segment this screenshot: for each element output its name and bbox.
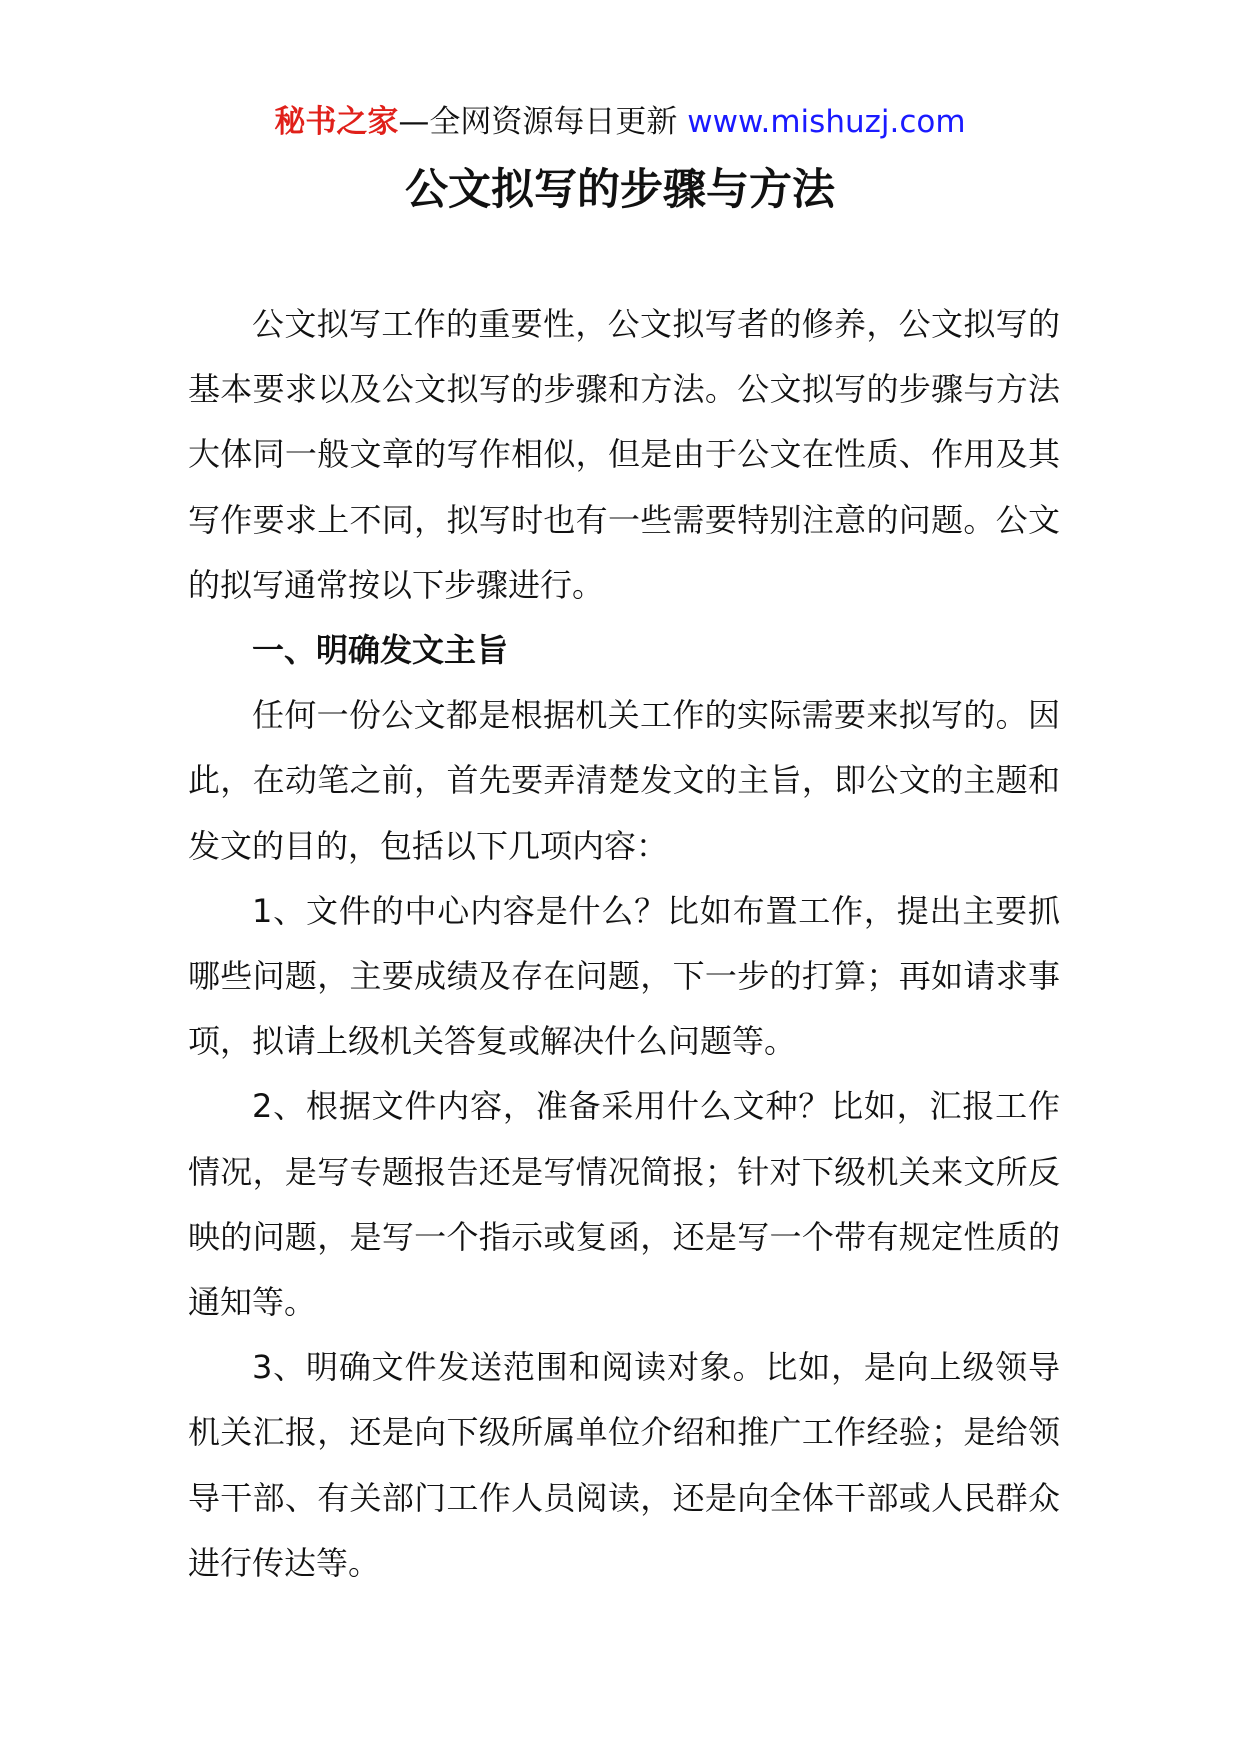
header-tagline: —全网资源每日更新 [398,104,678,140]
body-paragraph: 任何一份公文都是根据机关工作的实际需要来拟写的。因此，在动笔之前，首先要弄清楚发文的主旨，即公文的主题和发文的目的，包括以下几项内容： [188,696,1060,865]
document-title: 公文拟写的步骤与方法 [405,165,835,215]
document-body [188,292,1060,1596]
site-url-link[interactable]: www.mishuzj.com [687,104,966,140]
list-item-2: 2、根据文件内容，准备采用什么文种？比如，汇报工作情况，是写专题报告还是写情况简报；针对下级机关来文所反映的问题，是写一个指示或复函，还是写一个带有规定性质的通知等。 [188,1087,1060,1322]
brand-name: 秘书之家 [274,104,399,140]
list-item-3: 3、明确文件发送范围和阅读对象。比如，是向上级领导机关汇报，还是向下级所属单位介绍和推广工作经验；是给领导干部、有关部门工作人员阅读，还是向全体干部或人民群众进行传达等。 [188,1348,1060,1582]
list-item-1: 1、文件的中心内容是什么？比如布置工作，提出主要抓哪些问题，主要成绩及存在问题，下一步的打算；再如请求事项，拟请上级机关答复或解决什么问题等。 [188,891,1060,1061]
section-heading: 一、明确发文主旨 [252,631,509,670]
site-header [0,100,1240,144]
intro-paragraph: 公文拟写工作的重要性，公文拟写者的修养，公文拟写的基本要求以及公文拟写的步骤和方法。公文拟写的步骤与方法大体同一般文章的写作相似，但是由于公文在性质、作用及其写作要求上不同，拟写时也有一些需要特别注意的问题。公文的拟写通常按以下步骤进行。 [188,305,1060,604]
